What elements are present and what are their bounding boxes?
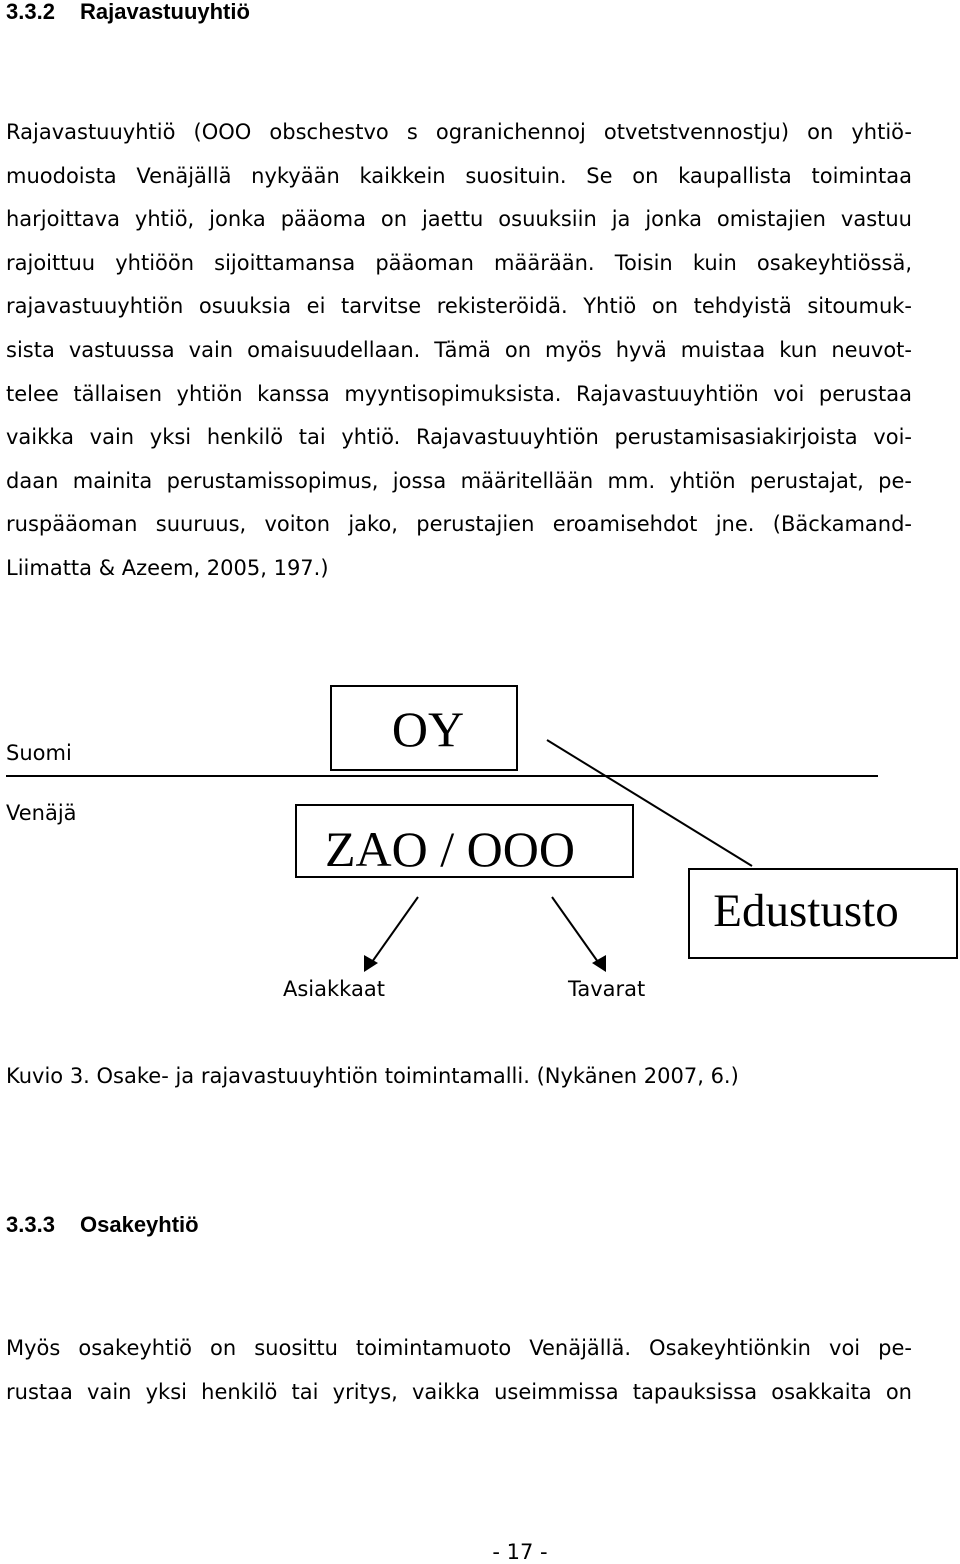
box-oy-label: OY	[391, 701, 465, 757]
paragraph-line: daan mainita perustamissopimus, jossa määritellään mm. yhtiön perustajat, pe-	[6, 468, 912, 493]
label-finland: Suomi	[6, 741, 72, 765]
paragraph-line: sista vastuussa vain omaisuudellaan. Tämä on myös hyvä muistaa kun neuvot-	[6, 337, 912, 362]
paragraph-line: vaikka vain yksi henkilö tai yhtiö. Rajavastuuyhtiön perustamisasiakirjoista voi-	[6, 425, 912, 450]
section-title: Rajavastuuyhtiö	[80, 0, 250, 24]
section-number: 3.3.3	[6, 1212, 55, 1237]
box-edustusto-label: Edustusto	[713, 885, 899, 937]
section-title: Osakeyhtiö	[80, 1212, 199, 1237]
figure-caption: Kuvio 3. Osake- ja rajavastuuyhtiön toimintamalli. (Nykänen 2007, 6.)	[6, 1064, 739, 1088]
section-heading-3-3-2	[6, 0, 250, 25]
arrow-to-customers	[372, 897, 418, 962]
paragraph-line: Myös osakeyhtiö on suosittu toimintamuoto Venäjällä. Osakeyhtiönkin voi pe-	[6, 1336, 912, 1360]
arrow-to-goods	[552, 897, 598, 962]
page-number: - 17 -	[492, 1540, 548, 1564]
paragraph-line: ruspääoman suuruus, voiton jako, perustajien eroamisehdot jne. (Bäckamand-	[6, 512, 912, 537]
paragraph-line: harjoittava yhtiö, jonka pääoma on jaettu osuuksiin ja jonka omistajien vastuu	[6, 207, 912, 232]
paragraph-line: rajoittuu yhtiöön sijoittamansa pääoman määrään. Toisin kuin osakeyhtiössä,	[6, 250, 912, 275]
paragraph-line: Liimatta & Azeem, 2005, 197.)	[6, 555, 329, 580]
paragraph-line: rajavastuuyhtiön osuuksia ei tarvitse rekisteröidä. Yhtiö on tehdyistä sitoumuk-	[6, 294, 912, 319]
label-russia: Venäjä	[6, 801, 77, 825]
label-customers: Asiakkaat	[283, 977, 385, 1001]
paragraph-line: rustaa vain yksi henkilö tai yritys, vaikka useimmissa tapauksissa osakkaita on	[6, 1380, 912, 1404]
paragraph-line: muodoista Venäjällä nykyään kaikkein suosituin. Se on kaupallista toimintaa	[6, 163, 912, 188]
body-paragraph-osakeyhtio	[6, 1326, 912, 1414]
company-structure-diagram	[0, 670, 960, 1010]
body-paragraph-rajavastuuyhtio	[6, 111, 912, 591]
paragraph-line: Rajavastuuyhtiö (OOO obschestvo s ogranichennoj otvetstvennostju) on yhtiö-	[6, 120, 912, 144]
label-goods: Tavarat	[568, 977, 646, 1001]
box-zao-ooo-label: ZAO / OOO	[325, 821, 575, 877]
paragraph-line: telee tällaisen yhtiön kanssa myyntisopimuksista. Rajavastuuyhtiön voi perustaa	[6, 381, 912, 406]
section-number: 3.3.2	[6, 0, 55, 24]
section-heading-3-3-3	[6, 1212, 199, 1238]
